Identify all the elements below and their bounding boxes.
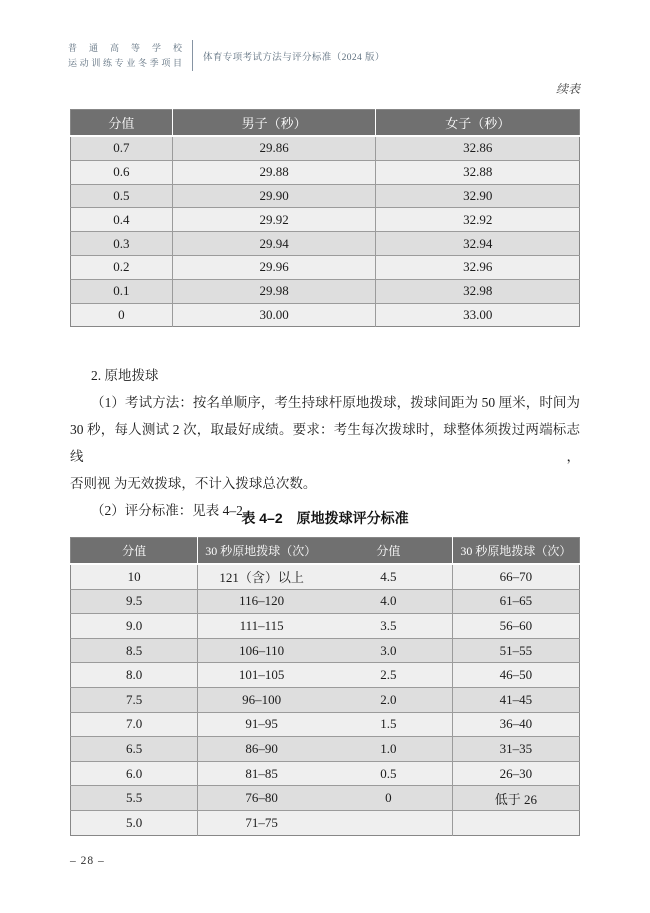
running-head	[68, 40, 385, 71]
table-row	[71, 279, 580, 303]
table-cell: 26–30	[452, 761, 579, 786]
table-cell: 33.00	[376, 303, 580, 327]
table-row	[71, 589, 580, 614]
table-cell: 0.6	[71, 160, 173, 184]
table-cell: 0.7	[71, 136, 173, 160]
table-cell: 121（含）以上	[198, 564, 325, 589]
paragraph-line: 30 秒，每人测试 2 次，取最好成绩。要求：考生每次拨球时，球整体须拨过两端标志线，	[70, 422, 580, 464]
body-text	[70, 362, 580, 524]
table-header-row	[71, 110, 580, 137]
table-row	[71, 564, 580, 589]
table-cell: 2.0	[325, 687, 452, 712]
table-cell: 9.5	[71, 589, 198, 614]
table-cell: 81–85	[198, 761, 325, 786]
table-cell: 96–100	[198, 687, 325, 712]
column-header: 30 秒原地拨球（次）	[198, 538, 325, 565]
table-cell: 8.5	[71, 638, 198, 663]
table-cell: 0.2	[71, 255, 173, 279]
table-cell: 6.0	[71, 761, 198, 786]
table-cell: 36–40	[452, 712, 579, 737]
table-cell: 29.88	[172, 160, 376, 184]
table-row	[71, 712, 580, 737]
column-header: 分值	[71, 110, 173, 137]
table-cell: 116–120	[198, 589, 325, 614]
table-row	[71, 786, 580, 811]
table-header-row	[71, 538, 580, 565]
table-cell: 32.98	[376, 279, 580, 303]
table-cell: 111–115	[198, 614, 325, 639]
table-cell: 32.88	[376, 160, 580, 184]
table-cell: 29.86	[172, 136, 376, 160]
table-cell: 41–45	[452, 687, 579, 712]
table-cell: 101–105	[198, 663, 325, 688]
table-row	[71, 737, 580, 762]
table-cell: 29.94	[172, 232, 376, 256]
table-cell: 1.5	[325, 712, 452, 737]
table-cell: 71–75	[198, 810, 325, 835]
section-heading: 2. 原地拨球	[91, 368, 159, 383]
paragraph-line: （1）考试方法：按名单顺序，考生持球杆原地拨球，拨球间距为 50 厘米，时间为	[91, 395, 580, 410]
table-cell: 4.5	[325, 564, 452, 589]
table-row	[71, 761, 580, 786]
table-cell: 0	[71, 303, 173, 327]
table-cell: 10	[71, 564, 198, 589]
table-row	[71, 614, 580, 639]
table-cell: 9.0	[71, 614, 198, 639]
table-cell: 91–95	[198, 712, 325, 737]
table-row	[71, 232, 580, 256]
page-number: – 28 –	[70, 855, 105, 867]
running-head-title: 体育专项考试方法与评分标准（2024 版）	[203, 52, 385, 63]
table-cell	[452, 810, 579, 835]
table-row	[71, 663, 580, 688]
table-row	[71, 136, 580, 160]
table-cell: 106–110	[198, 638, 325, 663]
table-cell: 32.92	[376, 208, 580, 232]
table-cell: 8.0	[71, 663, 198, 688]
table-row	[71, 810, 580, 835]
table-cell: 61–65	[452, 589, 579, 614]
table-cell: 30.00	[172, 303, 376, 327]
table-cell: 低于 26	[452, 786, 579, 811]
table-cell: 32.86	[376, 136, 580, 160]
table-row	[71, 687, 580, 712]
table-cell: 46–50	[452, 663, 579, 688]
running-head-left-line1: 普通高等学校	[68, 42, 182, 53]
table-cell	[325, 810, 452, 835]
table-row	[71, 638, 580, 663]
table-cell: 3.5	[325, 614, 452, 639]
table-cell: 32.90	[376, 184, 580, 208]
table-cell: 7.5	[71, 687, 198, 712]
table-cell: 2.5	[325, 663, 452, 688]
table-row	[71, 160, 580, 184]
score-table-4-2	[70, 537, 580, 836]
column-header: 分值	[325, 538, 452, 565]
table-cell: 0.3	[71, 232, 173, 256]
column-header: 分值	[71, 538, 198, 565]
table-cell: 5.0	[71, 810, 198, 835]
table-cell: 29.96	[172, 255, 376, 279]
table-cell: 86–90	[198, 737, 325, 762]
column-header: 30 秒原地拨球（次）	[452, 538, 579, 565]
table-cell: 66–70	[452, 564, 579, 589]
table-cell: 4.0	[325, 589, 452, 614]
table-cell: 6.5	[71, 737, 198, 762]
table-cell: 0.4	[71, 208, 173, 232]
table-row	[71, 303, 580, 327]
table-row	[71, 208, 580, 232]
table-cell: 0.5	[325, 761, 452, 786]
paragraph-scoring-standard: （2）评分标准：见表 4–2。	[91, 503, 257, 518]
table-row	[71, 184, 580, 208]
running-head-left-line2: 运动训练专业冬季项目	[68, 57, 182, 68]
paragraph-test-method	[70, 389, 580, 497]
table-cell: 3.0	[325, 638, 452, 663]
continuation-table-label: 续表	[555, 82, 580, 96]
running-head-divider	[192, 40, 193, 71]
table-cell: 29.92	[172, 208, 376, 232]
table-cell: 7.0	[71, 712, 198, 737]
table-cell: 29.90	[172, 184, 376, 208]
score-table-continuation	[70, 109, 580, 327]
table-row	[71, 255, 580, 279]
table-cell: 0	[325, 786, 452, 811]
table-cell: 0.1	[71, 279, 173, 303]
table-cell: 29.98	[172, 279, 376, 303]
running-head-left	[68, 41, 182, 71]
table-cell: 5.5	[71, 786, 198, 811]
table-cell: 0.5	[71, 184, 173, 208]
table-cell: 32.94	[376, 232, 580, 256]
column-header: 女子（秒）	[376, 110, 580, 137]
paragraph-line: 否则视 为无效拨球，不计入拨球总次数。	[70, 476, 317, 491]
table-cell: 1.0	[325, 737, 452, 762]
table-cell: 31–35	[452, 737, 579, 762]
table-cell: 32.96	[376, 255, 580, 279]
table-caption: 表 4–2 原地拨球评分标准	[241, 510, 409, 526]
table-cell: 56–60	[452, 614, 579, 639]
table-cell: 76–80	[198, 786, 325, 811]
column-header: 男子（秒）	[172, 110, 376, 137]
table-cell: 51–55	[452, 638, 579, 663]
